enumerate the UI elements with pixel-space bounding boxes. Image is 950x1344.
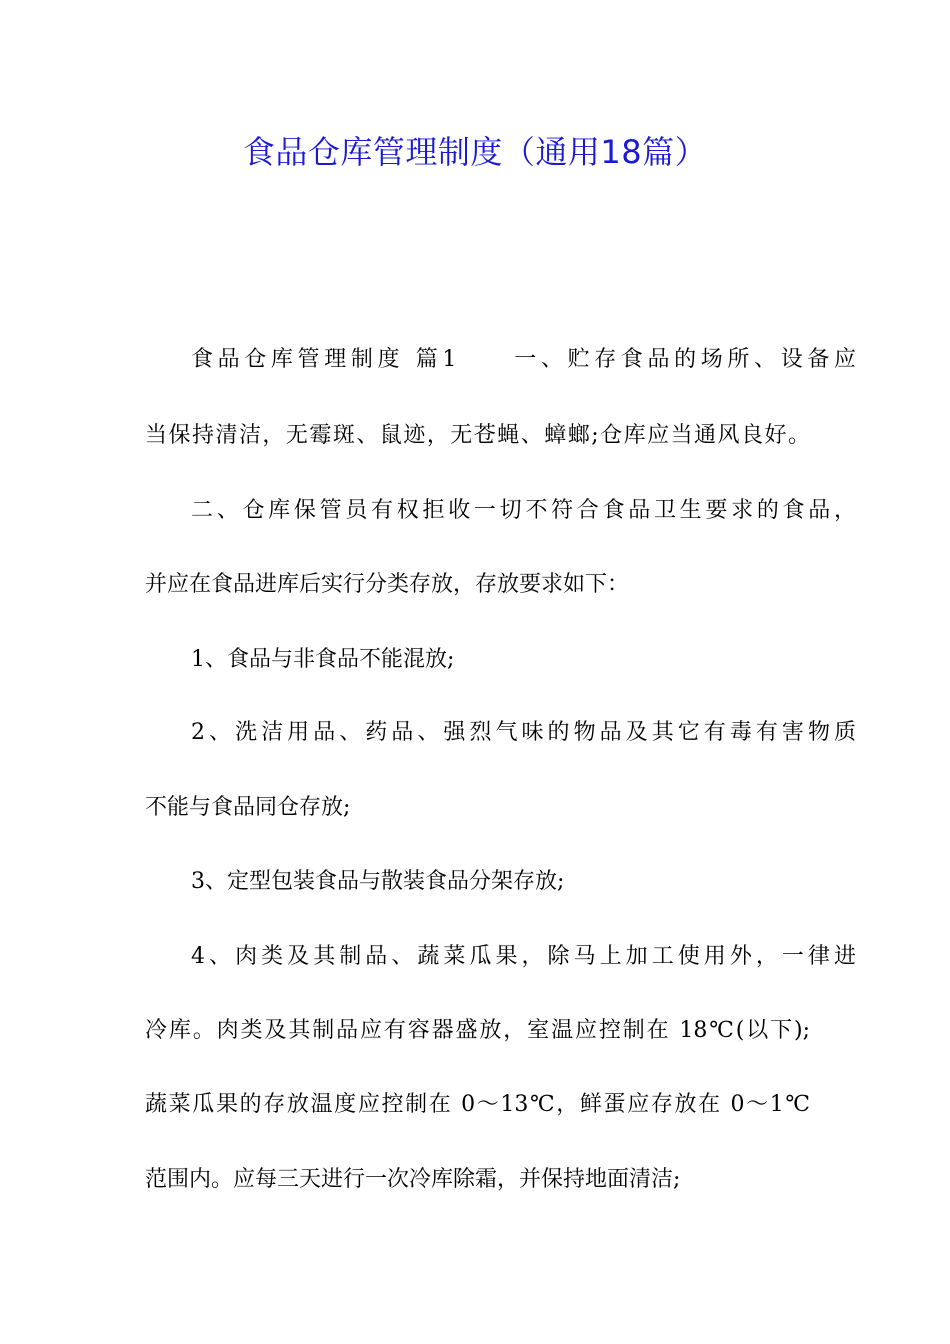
paragraph-line: 3、定型包装食品与散装食品分架存放; [191,869,565,894]
paragraph-line: 1、食品与非食品不能混放; [191,647,455,672]
paragraph-line: 2、洗洁用品、药品、强烈气味的物品及其它有毒有害物质 [191,720,856,745]
paragraph-line: 食品仓库管理制度 篇1 一、贮存食品的场所、设备应 [191,347,856,372]
paragraph-line: 不能与食品同仓存放; [145,795,351,820]
paragraph-line: 并应在食品进库后实行分类存放，存放要求如下： [145,572,630,597]
paragraph-line: 4、肉类及其制品、蔬菜瓜果，除马上加工使用外，一律进 [191,944,856,969]
paragraph-line: 范围内。应每三天进行一次冷库除霜，并保持地面清洁; [145,1167,681,1192]
paragraph-line: 冷库。肉类及其制品应有容器盛放，室温应控制在 18℃(以下); [145,1018,810,1043]
document-title: 食品仓库管理制度（通用18篇） [242,133,708,171]
paragraph-line: 蔬菜瓜果的存放温度应控制在 0～13℃，鲜蛋应存放在 0～1℃ [145,1092,810,1117]
paragraph-line: 二、仓库保管员有权拒收一切不符合食品卫生要求的食品， [191,498,856,523]
paragraph-line: 当保持清洁，无霉斑、鼠迹，无苍蝇、蟑螂;仓库应当通风良好。 [145,423,810,448]
